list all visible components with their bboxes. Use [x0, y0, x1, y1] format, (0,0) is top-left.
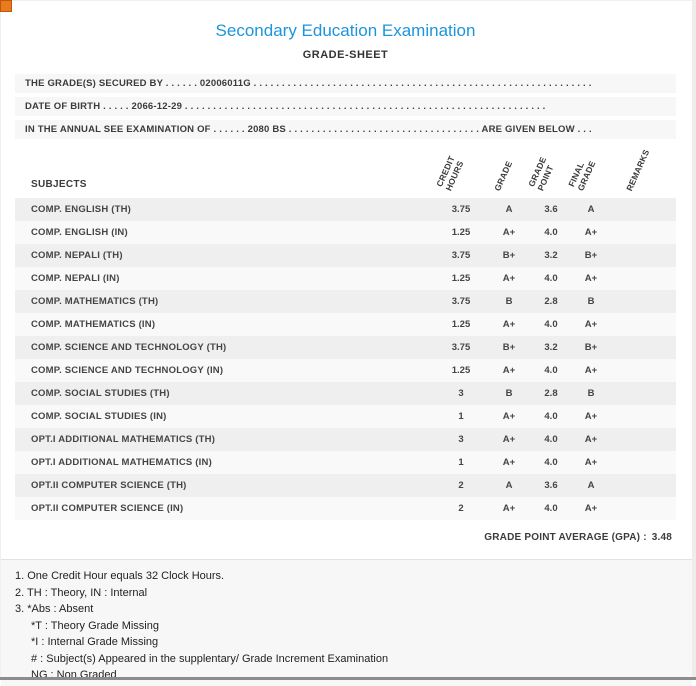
table-header-row: [15, 145, 676, 198]
note-line: NG : Non Graded: [9, 667, 678, 684]
cell-grade: A+: [487, 405, 531, 428]
note-line: 3. *Abs : Absent: [9, 601, 678, 618]
cell-remarks: [611, 198, 676, 221]
table-row: [15, 313, 676, 336]
cell-subject: COMP. SOCIAL STUDIES (TH): [15, 382, 435, 405]
remarks-rotated-label: REMARKS: [625, 148, 652, 193]
cell-subject: COMP. ENGLISH (TH): [15, 198, 435, 221]
cell-credit-hours: 2: [435, 497, 487, 520]
cell-final-grade: A+: [571, 221, 611, 244]
cell-final-grade: A+: [571, 428, 611, 451]
column-header-grade-point: [531, 145, 571, 198]
cell-subject: COMP. MATHEMATICS (IN): [15, 313, 435, 336]
cell-remarks: [611, 267, 676, 290]
cell-grade: B: [487, 382, 531, 405]
cell-remarks: [611, 290, 676, 313]
table-row: [15, 382, 676, 405]
column-header-final-grade: [571, 145, 611, 198]
table-row: [15, 428, 676, 451]
cell-final-grade: A+: [571, 313, 611, 336]
cell-grade-point: 2.8: [531, 382, 571, 405]
cell-final-grade: B+: [571, 336, 611, 359]
info-line-grades-secured-by: THE GRADE(S) SECURED BY . . . . . . 02006011G . . . . . . . . . . . . . . . . . . . . . . . . . . . . . . . . . . . . . . . . . . . . . . . . . . . . . . . . . . . .: [15, 74, 676, 93]
cell-subject: COMP. NEPALI (TH): [15, 244, 435, 267]
gpa-label: GRADE POINT AVERAGE (GPA) :: [484, 532, 646, 543]
column-header-remarks: [611, 145, 676, 198]
cell-final-grade: B: [571, 382, 611, 405]
cell-grade-point: 4.0: [531, 359, 571, 382]
cell-grade-point: 3.2: [531, 336, 571, 359]
column-header-subjects: SUBJECTS: [15, 145, 435, 198]
cell-subject: OPT.I ADDITIONAL MATHEMATICS (TH): [15, 428, 435, 451]
table-row: [15, 198, 676, 221]
table-row: [15, 244, 676, 267]
cell-credit-hours: 1: [435, 451, 487, 474]
cell-credit-hours: 1: [435, 405, 487, 428]
credit-hours-rotated-label: CREDIT HOURS: [435, 155, 466, 193]
cell-remarks: [611, 497, 676, 520]
cell-grade: B+: [487, 336, 531, 359]
cell-credit-hours: 3: [435, 382, 487, 405]
cell-grade: A+: [487, 359, 531, 382]
cell-grade: A+: [487, 428, 531, 451]
cell-grade: A+: [487, 221, 531, 244]
cell-credit-hours: 1.25: [435, 221, 487, 244]
cell-remarks: [611, 244, 676, 267]
grade-point-rotated-label: GRADE POINT: [527, 156, 558, 193]
note-line: *T : Theory Grade Missing: [9, 618, 678, 635]
grade-table-body: [15, 198, 676, 520]
cell-remarks: [611, 382, 676, 405]
cell-remarks: [611, 359, 676, 382]
note-line: # : Subject(s) Appeared in the supplentary/ Grade Increment Examination: [9, 651, 678, 668]
gpa-line: [15, 532, 676, 543]
cell-grade: A+: [487, 313, 531, 336]
grade-table-head: [15, 145, 676, 198]
cell-credit-hours: 1.25: [435, 313, 487, 336]
info-section: [15, 74, 676, 139]
table-row: [15, 290, 676, 313]
cell-credit-hours: 2: [435, 474, 487, 497]
cell-grade-point: 4.0: [531, 267, 571, 290]
cell-remarks: [611, 405, 676, 428]
cell-grade: A: [487, 474, 531, 497]
cell-final-grade: A+: [571, 405, 611, 428]
cell-grade-point: 3.2: [531, 244, 571, 267]
cell-grade-point: 4.0: [531, 221, 571, 244]
cell-grade: B+: [487, 244, 531, 267]
cell-credit-hours: 3: [435, 428, 487, 451]
cell-credit-hours: 3.75: [435, 244, 487, 267]
grade-rotated-label: GRADE: [493, 160, 515, 193]
cell-final-grade: A: [571, 474, 611, 497]
table-row: [15, 405, 676, 428]
cell-remarks: [611, 221, 676, 244]
cell-grade-point: 4.0: [531, 428, 571, 451]
cell-subject: COMP. SOCIAL STUDIES (IN): [15, 405, 435, 428]
cell-grade: A+: [487, 451, 531, 474]
cell-grade-point: 4.0: [531, 313, 571, 336]
cell-final-grade: A+: [571, 451, 611, 474]
table-row: [15, 451, 676, 474]
cell-final-grade: A+: [571, 267, 611, 290]
cell-grade: A+: [487, 267, 531, 290]
cell-credit-hours: 3.75: [435, 336, 487, 359]
cell-grade: A+: [487, 497, 531, 520]
page-subtitle: GRADE-SHEET: [15, 49, 676, 62]
table-row: [15, 497, 676, 520]
cell-subject: COMP. ENGLISH (IN): [15, 221, 435, 244]
cell-grade-point: 3.6: [531, 198, 571, 221]
cell-grade-point: 2.8: [531, 290, 571, 313]
cell-subject: COMP. NEPALI (IN): [15, 267, 435, 290]
note-line: *I : Internal Grade Missing: [9, 634, 678, 651]
final-grade-rotated-label: FINAL GRADE: [567, 156, 598, 193]
column-header-credit-hours: [435, 145, 487, 198]
notes-list: [9, 568, 678, 684]
cell-credit-hours: 3.75: [435, 290, 487, 313]
cell-subject: OPT.I ADDITIONAL MATHEMATICS (IN): [15, 451, 435, 474]
cell-grade: A: [487, 198, 531, 221]
info-line-examination-year: IN THE ANNUAL SEE EXAMINATION OF . . . . . . 2080 BS . . . . . . . . . . . . . . . . . . . . . . . . . . . . . . . . . . ARE GIVEN BELOW . . .: [15, 120, 676, 139]
cell-grade-point: 4.0: [531, 497, 571, 520]
cell-final-grade: A: [571, 198, 611, 221]
table-row: [15, 221, 676, 244]
cell-grade: B: [487, 290, 531, 313]
cell-grade-point: 3.6: [531, 474, 571, 497]
info-line-date-of-birth: DATE OF BIRTH . . . . . 2066-12-29 . . . . . . . . . . . . . . . . . . . . . . . . . . . . . . . . . . . . . . . . . . . . . . . . . . . . . . . . . . . . . . . .: [15, 97, 676, 116]
cell-remarks: [611, 336, 676, 359]
corner-marker-icon: [0, 0, 12, 12]
cell-final-grade: A+: [571, 497, 611, 520]
cell-subject: OPT.II COMPUTER SCIENCE (IN): [15, 497, 435, 520]
cell-grade-point: 4.0: [531, 451, 571, 474]
table-row: [15, 267, 676, 290]
cell-subject: OPT.II COMPUTER SCIENCE (TH): [15, 474, 435, 497]
page-right-edge: [692, 0, 696, 680]
note-line: 1. One Credit Hour equals 32 Clock Hours.: [9, 568, 678, 585]
cell-grade-point: 4.0: [531, 405, 571, 428]
cell-final-grade: B: [571, 290, 611, 313]
column-header-grade: [487, 145, 531, 198]
grade-table: [15, 145, 676, 520]
cell-credit-hours: 3.75: [435, 198, 487, 221]
cell-final-grade: B+: [571, 244, 611, 267]
note-line: 2. TH : Theory, IN : Internal: [9, 585, 678, 602]
table-row: [15, 336, 676, 359]
notes-section: [1, 559, 692, 686]
cell-final-grade: A+: [571, 359, 611, 382]
cell-subject: COMP. MATHEMATICS (TH): [15, 290, 435, 313]
page-title: Secondary Education Examination: [15, 21, 676, 41]
cell-subject: COMP. SCIENCE AND TECHNOLOGY (TH): [15, 336, 435, 359]
table-row: [15, 359, 676, 382]
cell-remarks: [611, 451, 676, 474]
cell-remarks: [611, 428, 676, 451]
cell-credit-hours: 1.25: [435, 267, 487, 290]
cell-credit-hours: 1.25: [435, 359, 487, 382]
cell-remarks: [611, 313, 676, 336]
cell-subject: COMP. SCIENCE AND TECHNOLOGY (IN): [15, 359, 435, 382]
gpa-value: 3.48: [652, 532, 672, 543]
table-row: [15, 474, 676, 497]
cell-remarks: [611, 474, 676, 497]
